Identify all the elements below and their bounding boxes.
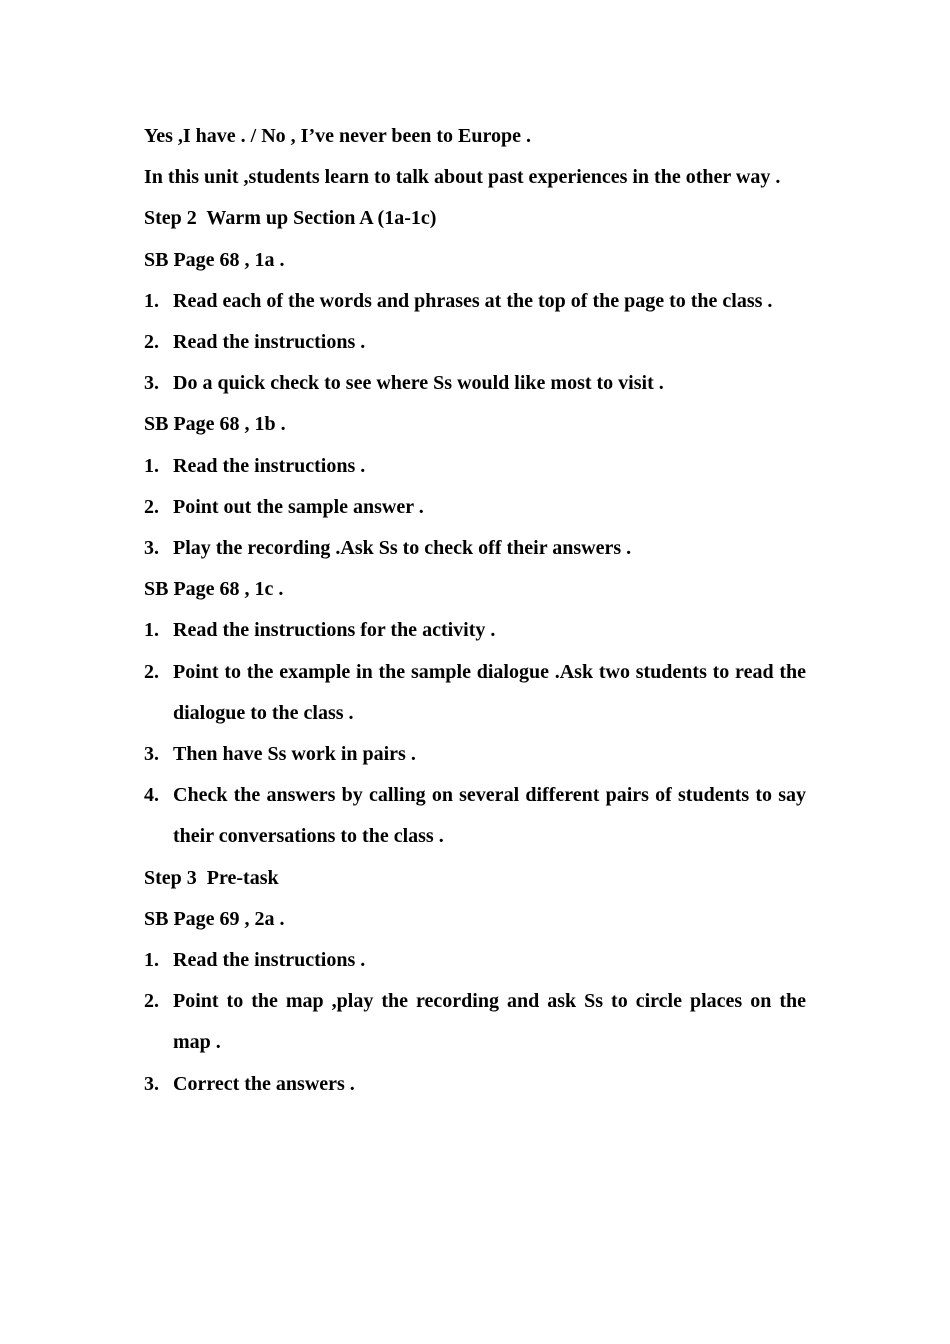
section-1c-list (144, 610, 806, 857)
list-text: Read the instructions for the activity . (173, 619, 496, 642)
list-text: Then have Ss work in pairs . (173, 743, 416, 766)
step3-heading: Step 3 Pre-task (144, 866, 279, 889)
list-item (144, 610, 806, 651)
list-number: 1. (144, 454, 159, 477)
list-text: Read the instructions . (173, 949, 366, 972)
list-number: 2. (144, 660, 159, 683)
list-item (144, 652, 806, 734)
list-number: 3. (144, 1072, 159, 1095)
list-number: 3. (144, 537, 159, 560)
list-item (144, 775, 806, 857)
list-text: Point out the sample answer . (173, 495, 424, 518)
section-1a-heading: SB Page 68 , 1a . (144, 248, 285, 271)
document-body (144, 116, 806, 1105)
list-number: 3. (144, 372, 159, 395)
section-2a-heading: SB Page 69 , 2a . (144, 907, 285, 930)
list-text: Point to the map ,play the recording and ask Ss to circle places on the map . (173, 990, 806, 1054)
section-2a-list (144, 940, 806, 1105)
list-text: Read the instructions . (173, 454, 366, 477)
list-item (144, 940, 806, 981)
list-item (144, 446, 806, 487)
list-number: 2. (144, 331, 159, 354)
list-number: 3. (144, 743, 159, 766)
list-number: 1. (144, 619, 159, 642)
list-item (144, 734, 806, 775)
intro-line-1: Yes ,I have . / No , I’ve never been to Europe . (144, 125, 532, 147)
section-1b-list (144, 446, 806, 570)
list-text: Play the recording .Ask Ss to check off their answers . (173, 537, 632, 560)
list-number: 2. (144, 495, 159, 518)
list-item (144, 363, 806, 404)
list-item (144, 981, 806, 1063)
intro-line-2: In this unit ,students learn to talk about past experiences in the other way . (144, 166, 781, 189)
list-number: 1. (144, 949, 159, 972)
list-item (144, 1064, 806, 1105)
step2-heading: Step 2 Warm up Section A (1a-1c) (144, 207, 437, 230)
list-number: 1. (144, 289, 159, 312)
list-text: Read the instructions . (173, 331, 366, 354)
list-item (144, 528, 806, 569)
list-item (144, 322, 806, 363)
list-text: Check the answers by calling on several different pairs of students to say their conversations to the class . (173, 784, 806, 848)
list-item (144, 487, 806, 528)
section-1a-list (144, 281, 806, 405)
list-text: Correct the answers . (173, 1072, 355, 1095)
list-number: 4. (144, 784, 159, 807)
section-1c-heading: SB Page 68 , 1c . (144, 578, 284, 601)
list-number: 2. (144, 990, 159, 1013)
section-1b-heading: SB Page 68 , 1b . (144, 413, 286, 436)
list-item (144, 281, 806, 322)
list-text: Do a quick check to see where Ss would like most to visit . (173, 372, 664, 395)
list-text: Point to the example in the sample dialogue .Ask two students to read the dialogue to the class . (173, 660, 806, 724)
list-text: Read each of the words and phrases at the top of the page to the class . (173, 289, 773, 312)
